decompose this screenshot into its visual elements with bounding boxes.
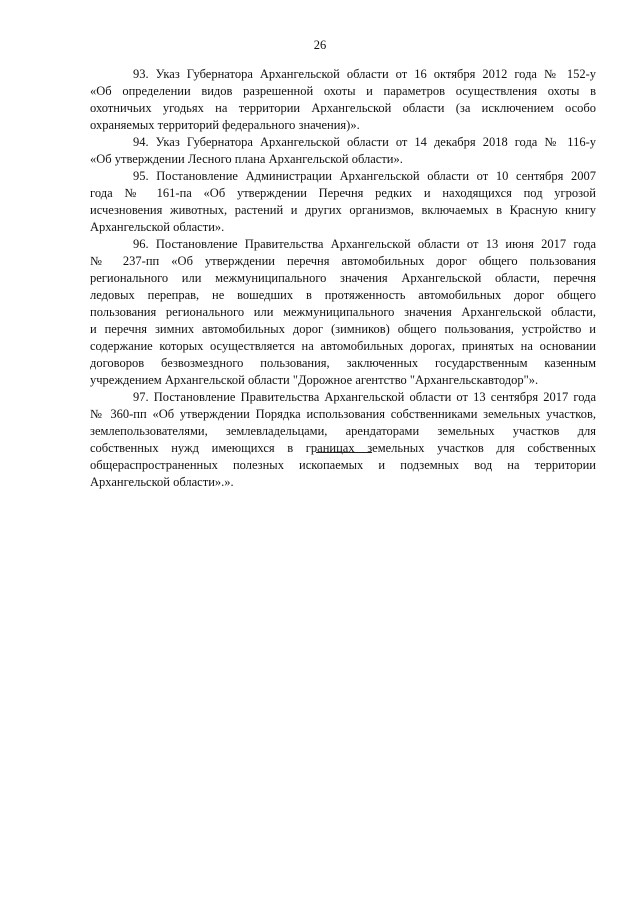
text-line: № 237-пп «Об утверждении перечня автомобильных дорог общего пользования (90, 254, 596, 268)
text-line: пользования регионального или межмуниципального значения Архангельской области, (90, 305, 596, 319)
text-line: охотничьих угодьях на территории Архангельской области (за исключением особо (90, 101, 596, 115)
text-line: договоров безвозмездного пользования, заключенных государственным казенным (90, 356, 596, 370)
text-line: года № 161-па «Об утверждении Перечня редких и находящихся под угрозой (90, 186, 596, 200)
text-line: 93. Указ Губернатора Архангельской области от 16 октября 2012 года № 152-у (133, 67, 596, 81)
list-item-94 (90, 134, 596, 168)
text-line: № 360-пп «Об утверждении Порядка использования собственниками земельных участков, (90, 407, 596, 421)
text-line: собственных нужд имеющихся в границах земельных участков для собственных (90, 441, 596, 455)
text-line: охраняемых территорий федерального значения)». (90, 118, 360, 132)
text-line: исчезновения животных, растений и других организмов, включаемых в Красную книгу (90, 203, 596, 217)
list-item-93 (90, 66, 596, 134)
text-line: 96. Постановление Правительства Архангельской области от 13 июня 2017 года (133, 237, 596, 251)
document-body (90, 66, 596, 491)
text-line: «Об определении видов разрешенной охоты и параметров осуществления охоты в (90, 84, 596, 98)
text-line: общераспространенных полезных ископаемых и подземных вод на территории (90, 458, 596, 472)
list-item-95 (90, 168, 596, 236)
text-line: землепользователями, землевладельцами, арендаторами земельных участков для (90, 424, 596, 438)
text-line: «Об утверждении Лесного плана Архангельской области». (90, 152, 403, 166)
text-line: регионального или межмуниципального значения Архангельской области, перечня (90, 271, 596, 285)
list-item-96 (90, 236, 596, 389)
text-line: и перечня зимних автомобильных дорог (зимников) общего пользования, устройство и (90, 322, 596, 336)
text-line: 95. Постановление Администрации Архангельской области от 10 сентября 2007 (133, 169, 596, 183)
text-line: 94. Указ Губернатора Архангельской области от 14 декабря 2018 года № 116-у (133, 135, 596, 149)
list-item-97 (90, 389, 596, 491)
text-line: учреждением Архангельской области "Дорожное агентство "Архангельскавтодор"». (90, 373, 539, 387)
page-number: 26 (313, 38, 327, 52)
text-line: содержание которых осуществляется на автомобильных дорогах, принятых на основании (90, 339, 596, 353)
text-line: ледовых переправ, не вошедших в протяженность автомобильных дорог общего (90, 288, 596, 302)
text-line: 97. Постановление Правительства Архангельской области от 13 сентября 2017 года (133, 390, 596, 404)
end-separator-line (316, 452, 372, 453)
text-line: Архангельской области». (90, 220, 225, 234)
text-line: Архангельской области».». (90, 475, 234, 489)
